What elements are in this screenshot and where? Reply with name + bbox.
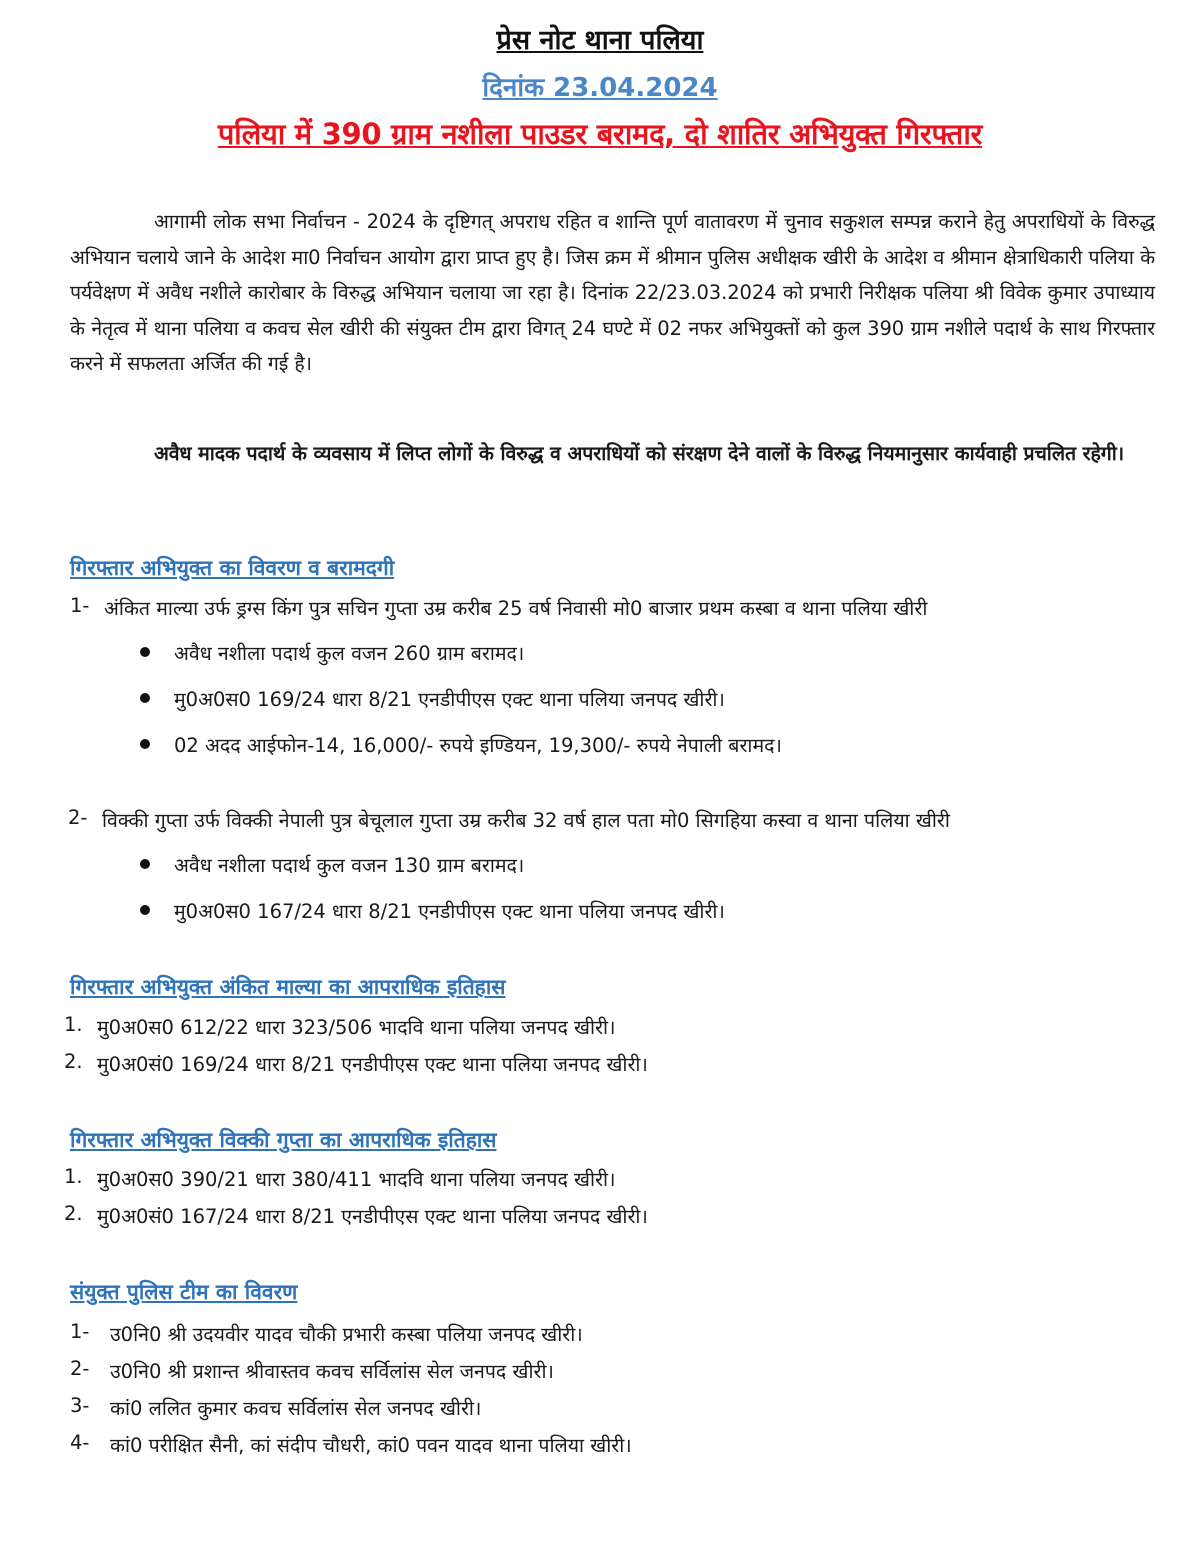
press-note-date: दिनांक 23.04.2024 xyxy=(482,73,718,103)
bullet-icon xyxy=(140,859,150,869)
team-number: 1- xyxy=(70,1320,90,1343)
intro-paragraph xyxy=(70,204,1155,382)
accused-description: विक्की गुप्ता उर्फ विक्की नेपाली पुत्र बेचूलाल गुप्ता उम्र करीब 32 वर्ष हाल पता मो0 सिगहिया कस्वा व थाना पलिया खीरी xyxy=(102,809,950,832)
bullet-icon xyxy=(140,647,150,657)
history-item: मु0अ0स0 390/21 धारा 380/411 भादवि थाना पलिया जनपद खीरी। xyxy=(97,1168,616,1191)
history-item: मु0अ0सं0 169/24 धारा 8/21 एनडीपीएस एक्ट थाना पलिया जनपद खीरी। xyxy=(97,1053,648,1076)
history-number: 2. xyxy=(64,1050,83,1073)
recovery-item: अवैध नशीला पदार्थ कुल वजन 130 ग्राम बरामद। xyxy=(174,854,525,877)
arrested-details-heading: गिरफ्तार अभियुक्त का विवरण व बरामदगी xyxy=(70,556,395,580)
accused-number: 1- xyxy=(70,594,90,617)
warning-paragraph-text: अवैध मादक पदार्थ के व्यवसाय में लिप्त लोगों के विरुद्ध व अपराधियों को संरक्षण देने वालों के विरुद्ध नियमानुसार कार्यवाही प्रचलित रहेगी। xyxy=(154,442,1125,465)
history-number: 1. xyxy=(64,1165,83,1188)
history-item: मु0अ0स0 612/22 धारा 323/506 भादवि थाना पलिया जनपद खीरी। xyxy=(97,1016,616,1039)
bullet-icon xyxy=(140,693,150,703)
team-member: उ0नि0 श्री उदयवीर यादव चौकी प्रभारी कस्बा पलिया जनपद खीरी। xyxy=(110,1323,583,1346)
bullet-icon xyxy=(140,739,150,749)
warning-paragraph xyxy=(70,436,1155,472)
accused-number: 2- xyxy=(68,806,88,829)
recovery-item: मु0अ0स0 169/24 धारा 8/21 एनडीपीएस एक्ट थाना पलिया जनपद खीरी। xyxy=(174,688,725,711)
team-number: 3- xyxy=(70,1394,90,1417)
team-member: कां0 ललित कुमार कवच सर्विलांस सेल जनपद खीरी। xyxy=(110,1397,482,1420)
team-number: 4- xyxy=(70,1431,90,1454)
recovery-item: अवैध नशीला पदार्थ कुल वजन 260 ग्राम बरामद। xyxy=(174,642,525,665)
press-note-title: प्रेस नोट थाना पलिया xyxy=(496,25,704,56)
intro-paragraph-text: आगामी लोक सभा निर्वाचन - 2024 के दृष्टिगत् अपराध रहित व शान्ति पूर्ण वातावरण में चुनाव सकुशल सम्पन्न कराने हेतु अपराधियों के विरुद्ध अभियान चलाये जाने के आदेश मा0 निर्वाचन आयोग द्वारा प्राप्त हुए है। जिस क्रम में श्रीमान पुलिस अधीक्षक खीरी के आदेश व श्रीमान क्षेत्राधिकारी पलिया के पर्यवेक्षण में अवैध नशीले कारोबार के विरुद्ध अभियान चलाया जा रहा है। दिनांक 22/23.03.2024 को प्रभारी निरीक्षक पलिया श्री विवेक कुमार उपाध्याय के नेतृत्व में थाना पलिया व कवच सेल खीरी की संयुक्त टीम द्वारा विगत् 24 घण्टे में 02 नफर अभियुक्तों को कुल 390 ग्राम नशीले पदार्थ के साथ गिरफ्तार करने में सफलता अर्जित की गई है। xyxy=(70,210,1155,375)
recovery-item: मु0अ0स0 167/24 धारा 8/21 एनडीपीएस एक्ट थाना पलिया जनपद खीरी। xyxy=(174,900,725,923)
history-item: मु0अ0सं0 167/24 धारा 8/21 एनडीपीएस एक्ट थाना पलिया जनपद खीरी। xyxy=(97,1205,648,1228)
history-number: 2. xyxy=(64,1202,83,1225)
police-team-heading: संयुक्त पुलिस टीम का विवरण xyxy=(70,1280,298,1304)
recovery-item: 02 अदद आईफोन-14, 16,000/- रुपये इण्डियन, 19,300/- रुपये नेपाली बरामद। xyxy=(174,734,782,757)
press-note-headline: पलिया में 390 ग्राम नशीला पाउडर बरामद, दो शातिर अभियुक्त गिरफ्तार xyxy=(217,117,983,151)
bullet-icon xyxy=(140,905,150,915)
history-ankit-heading: गिरफ्तार अभियुक्त अंकित माल्या का आपराधिक इतिहास xyxy=(70,975,506,999)
team-member: कां0 परीक्षित सैनी, कां संदीप चौधरी, कां0 पवन यादव थाना पलिया खीरी। xyxy=(110,1434,632,1457)
accused-description: अंकित माल्या उर्फ ड्रग्स किंग पुत्र सचिन गुप्ता उम्र करीब 25 वर्ष निवासी मो0 बाजार प्रथम कस्बा व थाना पलिया खीरी xyxy=(104,597,928,620)
history-number: 1. xyxy=(64,1013,83,1036)
team-number: 2- xyxy=(70,1357,90,1380)
history-vicky-heading: गिरफ्तार अभियुक्त विक्की गुप्ता का आपराधिक इतिहास xyxy=(70,1128,497,1152)
team-member: उ0नि0 श्री प्रशान्त श्रीवास्तव कवच सर्विलांस सेल जनपद खीरी। xyxy=(110,1360,554,1383)
